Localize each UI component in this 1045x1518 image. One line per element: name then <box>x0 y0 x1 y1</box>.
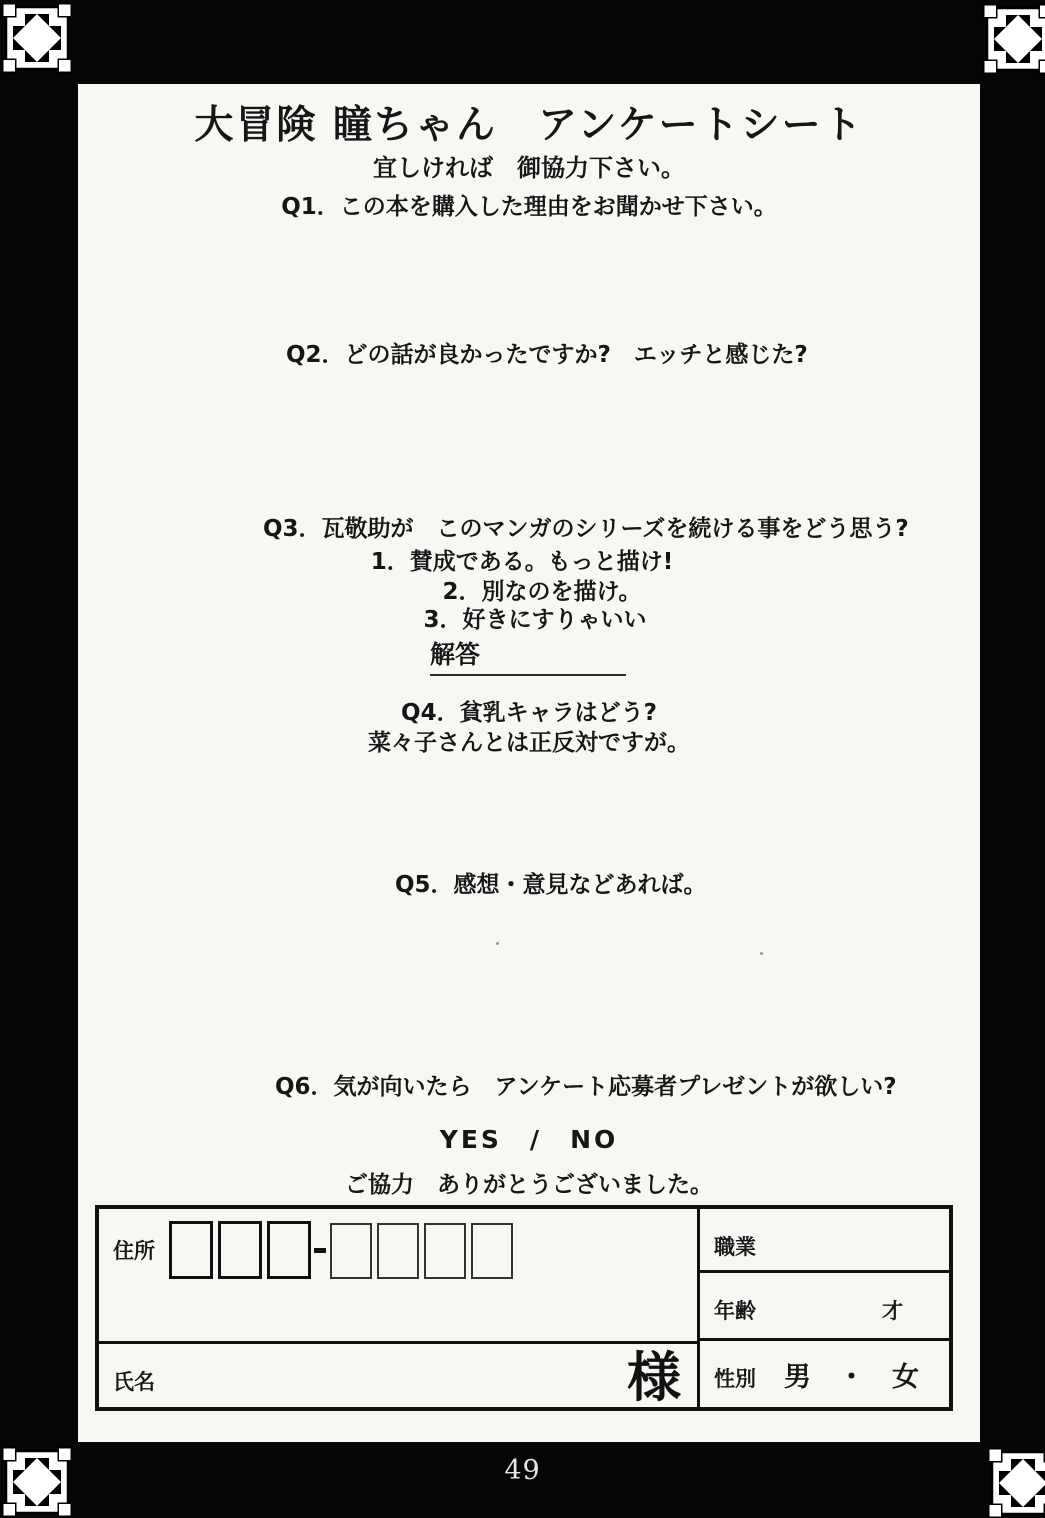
question-2: Q2．どの話が良かったですか? エッチと感じた? <box>286 342 808 368</box>
question-3-option-1: 1．賛成である。もっと描け! <box>370 549 674 575</box>
honorific-sama: 様 <box>627 1346 681 1409</box>
postal-code-box <box>330 1223 372 1279</box>
quilt-star-icon <box>983 4 1045 74</box>
table-right-column <box>700 1209 949 1407</box>
closing-thanks-text: ご協力 ありがとうございました。 <box>345 1172 713 1198</box>
age-label: 年齢 <box>714 1299 756 1323</box>
scan-speck <box>760 952 763 955</box>
postal-code-box <box>218 1221 262 1279</box>
table-left-column <box>99 1209 700 1407</box>
respondent-info-table <box>95 1205 953 1411</box>
page-number: 49 <box>504 1455 541 1486</box>
postal-code-hyphen <box>314 1221 326 1279</box>
address-cell <box>99 1209 697 1344</box>
sex-label: 性別 <box>714 1367 756 1391</box>
quilt-star-icon <box>2 3 72 73</box>
sex-cell <box>700 1341 949 1407</box>
postal-code-box <box>169 1221 213 1279</box>
name-cell <box>99 1344 697 1407</box>
cooperation-request-text: 宜しければ 御協力下さい。 <box>373 154 685 182</box>
name-label: 氏名 <box>113 1370 155 1394</box>
scan-speck <box>496 942 499 945</box>
sex-options: 男 ・ 女 <box>784 1362 919 1393</box>
question-6: Q6．気が向いたら アンケート応募者プレゼントが欲しい? <box>275 1074 897 1100</box>
age-cell <box>700 1273 949 1341</box>
postal-code-box <box>267 1221 311 1279</box>
yes-no-choice: YES / NO <box>439 1125 619 1154</box>
question-3: Q3．瓦敬助が このマンガのシリーズを続ける事をどう思う? <box>263 516 909 542</box>
question-5: Q5．感想・意見などあれば。 <box>395 872 707 898</box>
question-3-option-2: 2．別なのを描け。 <box>442 579 642 605</box>
questionnaire-sheet <box>78 84 980 1442</box>
question-3-option-3: 3．好きにすりゃいい <box>423 607 647 633</box>
answer-blank-line <box>430 635 626 676</box>
postal-code-box <box>424 1223 466 1279</box>
postal-code-box <box>471 1223 513 1279</box>
occupation-label: 職業 <box>714 1235 756 1259</box>
answer-label: 解答 <box>430 640 481 669</box>
postal-code-boxes <box>169 1221 518 1279</box>
age-unit-label: 才 <box>882 1299 903 1323</box>
question-4: Q4．貧乳キャラはどう? <box>401 700 657 726</box>
question-4-note: 菜々子さんとは正反対ですが。 <box>368 730 690 756</box>
postal-code-box <box>377 1223 419 1279</box>
question-1: Q1．この本を購入した理由をお聞かせ下さい。 <box>281 194 777 220</box>
occupation-cell <box>700 1209 949 1273</box>
page-title: 大冒険 瞳ちゃん アンケートシート <box>194 103 864 148</box>
address-label: 住所 <box>113 1239 155 1263</box>
